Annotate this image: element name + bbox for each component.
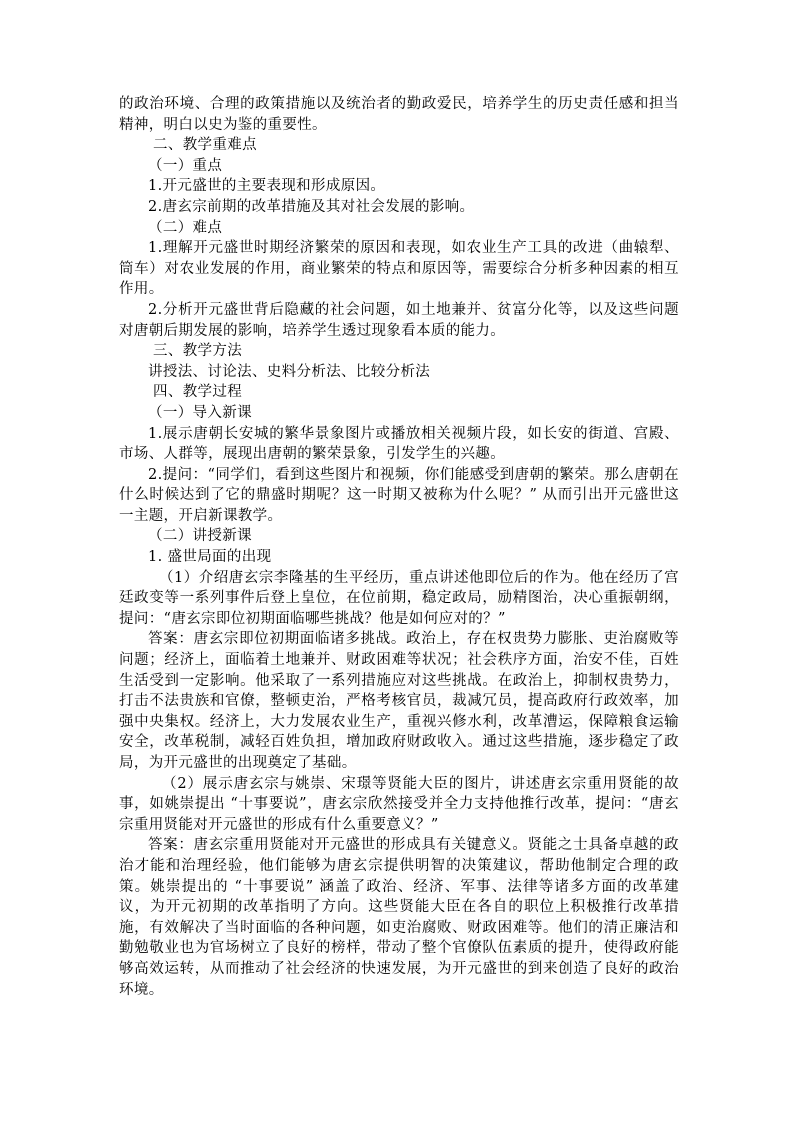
question-paragraph: （2）展示唐玄宗与姚崇、宋璟等贤能大臣的图片，讲述唐玄宗重用贤能的故事，如姚崇提出 “十事要说”，唐玄宗欣然接受并全力支持他推行改革，提问：“唐玄宗重用贤能对开元盛世的形成有什么重要意义？” [119, 775, 679, 833]
subsection-heading: （一）重点 [148, 157, 223, 174]
intro-paragraph: 的政治环境、合理的政策措施以及统治者的勤政爱民，培养学生的历史责任感和担当精神，明白以史为鉴的重要性。 [119, 96, 679, 133]
subsection-heading: （二）难点 [148, 219, 223, 236]
section-heading: 二、教学重难点 [153, 137, 257, 154]
answer-paragraph: 答案：唐玄宗重用贤能对开元盛世的形成具有关键意义。贤能之士具备卓越的政治才能和治理经验，他们能够为唐玄宗提供明智的决策建议，帮助他制定合理的政策。姚崇提出的 “十事要说” 涵盖了政治、经济、军事、法律等诸多方面的改革建议，为开元初期的改革指明了方向。这些贤能大臣在各自的职位上积极推行改革措施，有效解决了当时面临的各种问题，如吏治腐败、财政困难等。他们的清正廉洁和勤勉敬业也为官场树立了良好的榜样，带动了整个官僚队伍素质的提升，使得政府能够高效运转，从而推动了社会经济的快速发展，为开元盛世的到来创造了良好的政治环境。 [119, 837, 679, 998]
answer-paragraph: 答案：唐玄宗即位初期面临诸多挑战。政治上，存在权贵势力膨胀、吏治腐败等问题；经济上，面临着土地兼并、财政困难等状况；社会秩序方面，治安不佳，百姓生活受到一定影响。他采取了一系列措施应对这些挑战。在政治上，抑制权贵势力，打击不法贵族和官僚，整顿吏治，严格考核官员，裁减冗员，提高政府行政效率，加强中央集权。经济上，大力发展农业生产，重视兴修水利，改革漕运，保障粮食运输安全，改革税制，减轻百姓负担，增加政府财政收入。通过这些措施，逐步稳定了政局，为开元盛世的出现奠定了基础。 [119, 631, 679, 771]
methods-text: 讲授法、讨论法、史料分析法、比较分析法 [148, 363, 431, 380]
section-heading: 四、教学过程 [153, 384, 243, 401]
list-item: 1.理解开元盛世时期经济繁荣的原因和表现，如农业生产工具的改进（曲辕犁、筒车）对农业发展的作用，商业繁荣的特点和原因等，需要综合分析多种因素的相互作用。 [119, 240, 679, 298]
section-heading: 三、教学方法 [153, 343, 243, 360]
question-paragraph: （1）介绍唐玄宗李隆基的生平经历，重点讲述他即位后的作为。他在经历了宫廷政变等一系列事件后登上皇位，在位前期，稳定政局，励精图治，决心重振朝纲，提问：“唐玄宗即位初期面临哪些挑战？他是如何应对的？” [119, 569, 679, 627]
subsection-heading: （一）导入新课 [148, 404, 252, 421]
document-body [119, 94, 679, 1000]
list-item: 2.提问：“同学们，看到这些图片和视频，你们能感受到唐朝的繁荣。那么唐朝在什么时候达到了它的鼎盛时期呢？这一时期又被称为什么呢？” 从而引出开元盛世这一主题，开启新课教学。 [119, 466, 679, 524]
subsection-heading: （二）讲授新课 [148, 528, 252, 545]
list-item: 1.开元盛世的主要表现和形成原因。 [148, 178, 386, 195]
list-item: 2.唐玄宗前期的改革措施及其对社会发展的影响。 [148, 198, 475, 215]
list-item: 1.展示唐朝长安城的繁华景象图片或播放相关视频片段，如长安的街道、宫殿、市场、人群等，展现出唐朝的繁荣景象，引发学生的兴趣。 [119, 425, 679, 463]
list-item: 2.分析开元盛世背后隐藏的社会问题，如土地兼并、贫富分化等，以及这些问题对唐朝后期发展的影响，培养学生透过现象看本质的能力。 [119, 301, 679, 339]
topic-heading: 1. 盛世局面的出现 [148, 549, 272, 566]
